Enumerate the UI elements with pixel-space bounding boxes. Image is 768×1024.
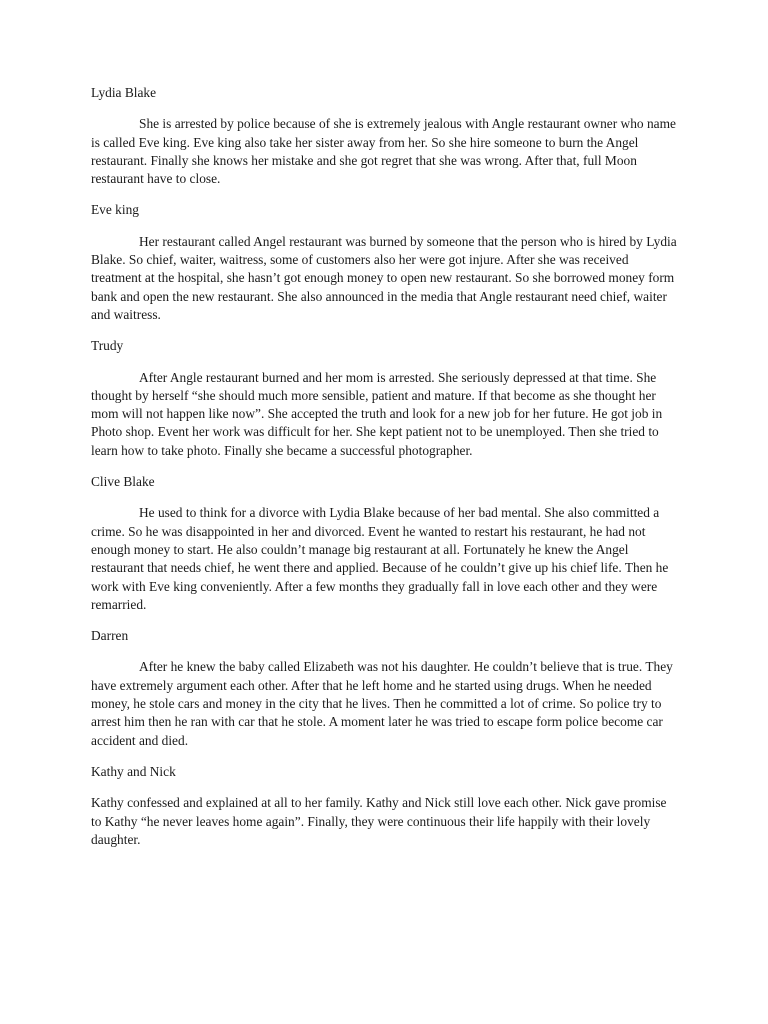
section-paragraph-lydia-blake: She is arrested by police because of she is extremely jealous with Angle restaurant owner who name is called Eve king. Eve king also take her sister away from her. So she hire someone to burn the Angel restaurant. Finally she knows her mistake and she got regret that she was wrong. After that, full Moon restaurant have to close. [91,116,676,187]
section-heading-kathy-and-nick: Kathy and Nick [91,763,176,779]
section-paragraph-eve-king: Her restaurant called Angel restaurant was burned by someone that the person who is hired by Lydia Blake. So chief, waiter, waitress, some of customers also her were got injure. After she was received treatment at the hospital, she hasn’t got enough money to open new restaurant. So she borrowed money form bank and open the new restaurant. She also announced in the media that Angle restaurant need chief, waiter and waitress. [91,233,677,322]
section-heading-trudy: Trudy [91,338,124,354]
section-heading-lydia-blake: Lydia Blake [91,85,157,100]
section-heading-clive-blake: Clive Blake [91,474,155,490]
section-heading-darren: Darren [91,628,129,644]
section-paragraph-kathy-and-nick: Kathy confessed and explained at all to her family. Kathy and Nick still love each other. Nick gave promise to Kathy “he never leaves home again”. Finally, they were continuous their life happily with their lovely daughter. [91,795,667,847]
section-paragraph-trudy: After Angle restaurant burned and her mom is arrested. She seriously depressed at that time. She thought by herself “she should much more sensible, patient and mature. If that become as she thought her mom will not happen like now”. She accepted the truth and look for a new job for her future. He got job in Photo shop. Event her work was difficult for her. She kept patient not to be unemployed. Then she tried to learn how to take photo. Finally she became a successful photographer. [91,369,663,458]
section-paragraph-clive-blake: He used to think for a divorce with Lydia Blake because of her bad mental. She also committed a crime. So he was disappointed in her and divorced. Event he wanted to restart his restaurant, he had not enough money to start. He also couldn’t manage big restaurant at all. Fortunately he knew the Angel restaurant that needs chief, he went there and applied. Because of he couldn’t give up his chief life. Then he work with Eve king conveniently. After a few months they gradually fall in love each other and they were remarried. [91,505,669,612]
section-paragraph-darren: After he knew the baby called Elizabeth was not his daughter. He couldn’t believe that is true. They have extremely argument each other. After that he left home and he started using drugs. When he needed money, he stole cars and money in the city that he lives. Then he committed a lot of crime. So police try to arrest him then he ran with car that he stole. A moment later he was tried to escape form police become car accident and died. [91,659,673,748]
section-heading-eve-king: Eve king [91,202,139,218]
document-page [91,84,677,862]
